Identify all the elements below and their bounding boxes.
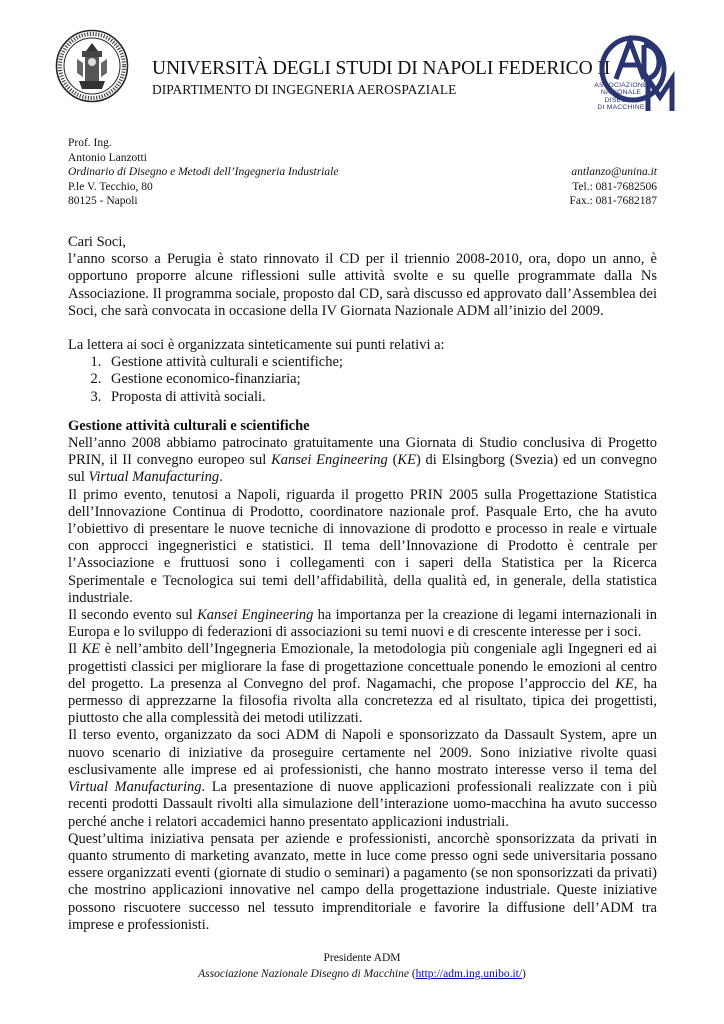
university-name: UNIVERSITÀ DEGLI STUDI DI NAPOLI FEDERICO II: [152, 58, 611, 79]
sender-email: antlanzo@unina.it: [571, 166, 657, 179]
footer-org-line: Associazione Nazionale Disegno di Macchine (http://adm.ing.unibo.it/): [198, 968, 526, 980]
sender-city: 80125 - Napoli: [68, 195, 138, 208]
sender-name: Antonio Lanzotti: [68, 151, 147, 164]
footer-title: Presidente ADM: [323, 952, 401, 964]
list-item: 3. Proposta di attività sociali.: [105, 389, 657, 406]
intro-paragraph: l’anno scorso a Perugia è stato rinnovato il CD per il triennio 2008-2010, ora, dopo un anno, è opportuno proporre alcune riflessioni sulle attività svolte e su quelle programmate dalla Ns Associazione. Il programma sociale, proposto dal CD, sarà discusso ed approvato dall’Assemblea dei Soci, che sarà convocata in occasione della IV Giornata Nazionale ADM all’inizio del 2009.: [68, 251, 657, 319]
footer: [0, 950, 724, 982]
letter-body: [68, 234, 657, 934]
sender-block: [68, 136, 657, 209]
adm-logo-text: ASSOCIAZIONE NAZIONALE DISEGNO DI MACCHINE: [594, 82, 648, 112]
department-name: DIPARTIMENTO DI INGEGNERIA AEROSPAZIALE: [152, 82, 457, 97]
list-item: 1. Gestione attività culturali e scientifiche;: [105, 354, 657, 371]
outline-list: [68, 354, 657, 406]
outline-intro: La lettera ai soci è organizzata sinteticamente sui punti relativi a:: [68, 337, 445, 354]
footer-link[interactable]: http://adm.ing.unibo.it/: [415, 968, 523, 980]
university-seal-icon: [55, 29, 129, 103]
paragraph-first-event: Il primo evento, tenutosi a Napoli, riguarda il progetto PRIN 2005 sulla Progettazione Statistica dell’Innovazione Continua di Prodotto, coordinatore nazionale prof. Pasquale Erto, che ha avuto l’obiettivo di presentare le nuove tecniche di innovazione di prodotto e processo in reale e virtuale con approcci ingegneristici e statistici. Il tema dell’Innovazione di Prodotto è centrale per l’Associazione e fruttuosi sono i collegamenti con i saperi della Statistica per la Ricerca Sperimentale e Tecnologica sui temi dell’affidabilità, della qualità ed, in generale, della statistica industriale.: [68, 486, 657, 606]
sender-title: Prof. Ing.: [68, 137, 112, 149]
footer-org: Associazione Nazionale Disegno di Macchine: [198, 968, 409, 980]
sender-role: Ordinario di Disegno e Metodi dell’Ingegneria Industriale: [68, 166, 339, 179]
paragraph-ke: Il KE è nell’ambito dell’Ingegneria Emozionale, la metodologia più congeniale agli Ingegneri ed ai progettisti classici per migliorare la fase di progettazione concettuale ponendo le emozioni al centro del progetto. La presenza al Convegno del prof. Nagamachi, che propose l’approccio del KE, ha permesso di apprezzarne la filosofia rivolta alla concretezza ed al risultato, tipica dei progettisti, piuttosto che alla complessità dei metodi utilizzati.: [68, 641, 658, 727]
section-heading: Gestione attività culturali e scientifiche: [68, 417, 310, 434]
sender-fax: Fax.: 081-7682187: [569, 195, 657, 208]
paragraph-initiative: Quest’ultima iniziativa pensata per aziende e professionisti, ancorchè sponsorizzata da privati in quanto strumento di marketing avanzato, mette in luce come presso ogni sede universitaria possano essere organizzati eventi (giornate di studio o seminari) a pagamento (se non sponsorizzati da privati) che mostrino applicazioni innovative nel campo della progettazione industriale. Queste iniziative possono riscuotere successo nel tessuto imprenditoriale e favorire la diffusione dell’ADM tra imprese e professionisti.: [68, 830, 657, 933]
paragraph-third-event: Il terso evento, organizzato da soci ADM di Napoli e sponsorizzato da Dassault System, apre un nuovo scenario di iniziative da proseguire certamente nel 2009. Sono iniziative rivolte quasi esclusivamente alle imprese ed ai professionisti, che hanno mostrato interesse verso il tema del Virtual Manufacturing. La presentazione di nuove applicazioni professionali realizzate con i più recenti prodotti Dassault rivolti alla simulazione dell’interazione uomo-macchina ha avuto successo perché anche i relatori accademici hanno presentato applicazioni industriali.: [68, 727, 657, 830]
paragraph-second-event: Il secondo evento sul Kansei Engineering ha importanza per la creazione di legami internazionali in Europa e lo sviluppo di federazioni di associazioni su temi nuovi e di crescente interesse per i soci.: [68, 607, 658, 641]
list-item: 2. Gestione economico-finanziaria;: [105, 371, 657, 388]
sender-address: P.le V. Tecchio, 80: [68, 180, 153, 193]
greeting: Cari Soci,: [68, 234, 126, 250]
sender-tel: Tel.: 081-7682506: [572, 180, 657, 193]
paragraph-events: Nell’anno 2008 abbiamo patrocinato gratuitamente una Giornata di Studio conclusiva di Progetto PRIN, il II convegno europeo sul Kansei Engineering (KE) di Elsingborg (Svezia) ed un convegno sul Virtual Manufacturing.: [68, 435, 657, 486]
